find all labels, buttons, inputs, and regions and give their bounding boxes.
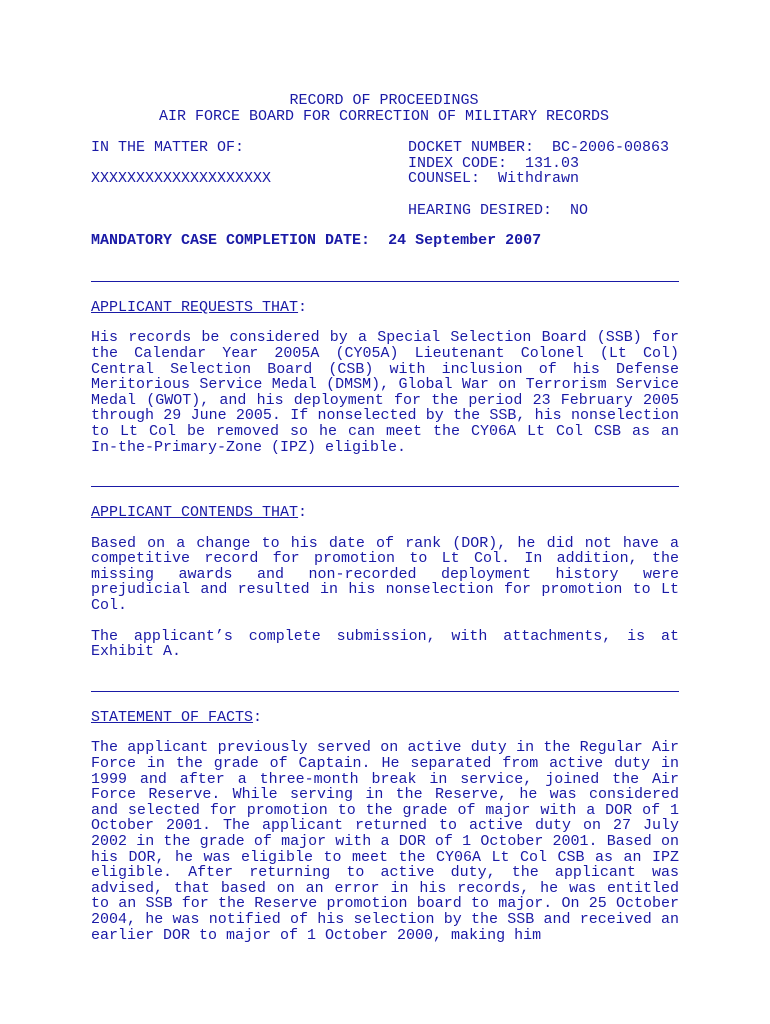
- section-divider: [91, 691, 679, 692]
- contends-heading-text: APPLICANT CONTENDS THAT: [91, 504, 299, 522]
- requests-paragraph: His records be considered by a Special Selection Board (SSB) for the Calendar Year 2005A (CY05A) Lieutenant Colonel (Lt Col) Central Selection Board (CSB) with inclusion of his Defense Meritorious Service Medal (DMSM), Global War on Terrorism Service Medal (GWOT), and his deployment for the period 23 February 2005 through 29 June 2005. If nonselected by the SSB, his nonselection to Lt Col be removed so he can meet the CY06A Lt Col CSB as an In-the-Primary-Zone (IPZ) eligible.: [91, 329, 679, 456]
- mandatory-date: 24 September 2007: [388, 232, 542, 250]
- hearing-desired: HEARING DESIRED: NO: [408, 201, 589, 219]
- counsel: COUNSEL: Withdrawn: [408, 170, 580, 188]
- applicant-name-redacted: XXXXXXXXXXXXXXXXXXXX: [91, 170, 272, 188]
- matter-spacer: [91, 156, 408, 172]
- requests-heading: APPLICANT REQUESTS THAT:: [91, 298, 308, 316]
- section-divider: [91, 281, 679, 282]
- docket-block: [408, 140, 679, 218]
- facts-heading-text: STATEMENT OF FACTS: [91, 708, 254, 726]
- header-title-line1: RECORD OF PROCEEDINGS: [289, 92, 479, 109]
- section-divider: [91, 486, 679, 487]
- document-page: [91, 93, 679, 943]
- matter-block: [91, 140, 408, 218]
- contends-heading: APPLICANT CONTENDS THAT:: [91, 504, 308, 522]
- matter-label: IN THE MATTER OF:: [91, 139, 245, 157]
- contends-paragraph: The applicant’s complete submission, with attachments, is at Exhibit A.: [91, 627, 679, 661]
- mandatory-label: MANDATORY CASE COMPLETION DATE:: [91, 232, 371, 250]
- contends-paragraph: Based on a change to his date of rank (DOR), he did not have a competitive record for promotion to Lt Col. In addition, the missing awards and non-recorded deployment history were prejudicial and resulted in his nonselection for promotion to Lt Col.: [91, 534, 679, 615]
- requests-heading-text: APPLICANT REQUESTS THAT: [91, 298, 299, 316]
- index-code: INDEX CODE: 131.03: [408, 154, 580, 172]
- case-info-block: [91, 140, 679, 218]
- header-title-line2: AIR FORCE BOARD FOR CORRECTION OF MILITARY RECORDS: [158, 107, 610, 125]
- mandatory-completion-date: [91, 233, 679, 249]
- docket-spacer: [408, 187, 679, 203]
- facts-paragraph: The applicant previously served on active duty in the Regular Air Force in the grade of Captain. He separated from active duty in 1999 and after a three-month break in service, joined the Air Force Reserve. While serving in the Reserve, he was considered and selected for promotion to the grade of major with a DOR of 1 October 2001. The applicant returned to active duty on 27 July 2002 in the grade of major with a DOR of 1 October 2001. Based on his DOR, he was eligible to meet the CY06A Lt Col CSB as an IPZ eligible. After returning to active duty, the applicant was advised, that based on an error in his records, he was entitled to an SSB for the Reserve promotion board to major. On 25 October 2004, he was notified of his selection by the SSB and received an earlier DOR to major of 1 October 2000, making him: [91, 739, 679, 944]
- facts-heading: STATEMENT OF FACTS:: [91, 708, 263, 726]
- docket-number: DOCKET NUMBER: BC-2006-00863: [408, 139, 670, 157]
